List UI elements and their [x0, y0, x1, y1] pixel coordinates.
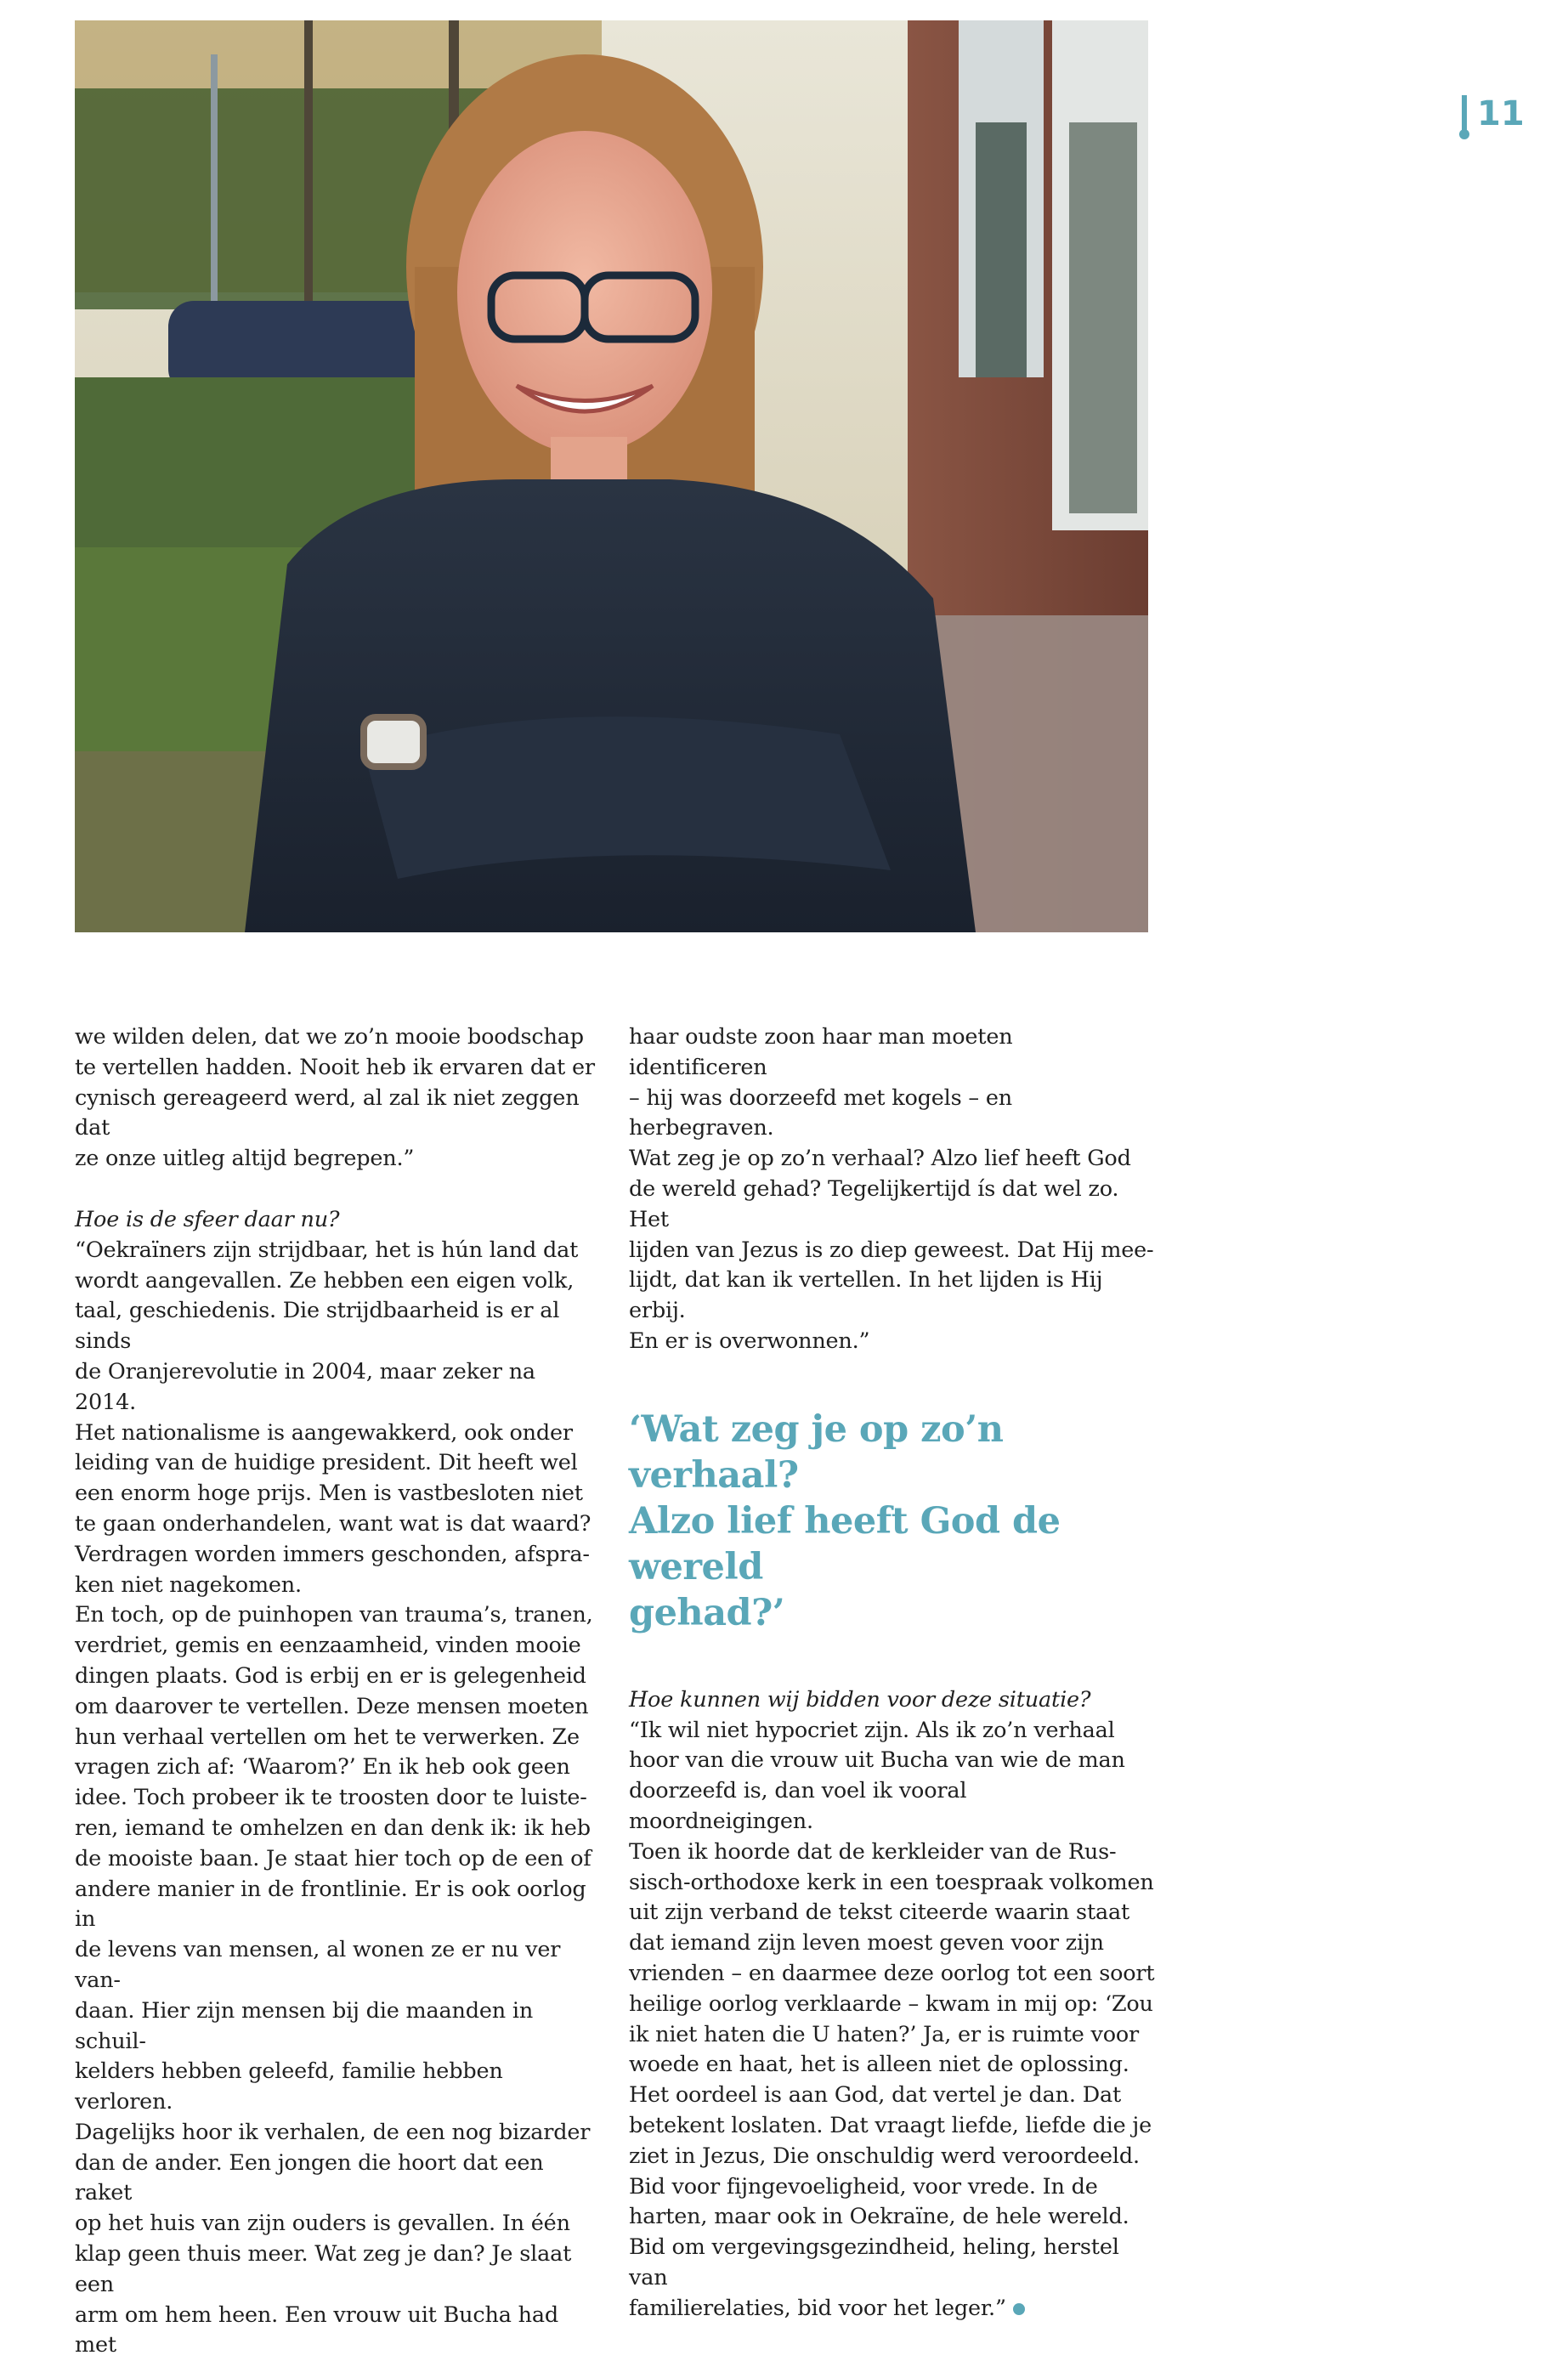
right-paragraph-2-text: “Ik wil niet hypocriet zijn. Als ik zo’n verhaal hoor van die vrouw uit Bucha van wie de man doorzeefd is, dan voel ik vooral moordneigingen. Toen ik hoorde dat de kerkleider van de Rus- sisch-orthodoxe kerk in een toespraak volkomen uit zijn verband de tekst citeerde waarin staat dat iemand zijn leven moest geven voor zijn vrienden – en daarmee deze oorlog tot een soort heilige oorlog verklaarde – kwam in mij op: ‘Zou ik niet haten die U haten?’ Ja, er is ruimte voor woede en haat, het is alleen niet de oplossing. Het oordeel is aan God, dat vertel je dan. Dat betekent loslaten. Dat vraagt liefde, liefde die je ziet in Jezus, Die onschuldig werd veroordeeld. Bid voor fijngevoeligheid, voor vrede. In de harten, maar ook in Oekraïne, de hele wereld. Bid om vergevingsgezindheid, heling, herstel van familierelaties, bid voor het leger.”: [629, 1717, 1155, 2321]
pull-quote: ‘Wat zeg je op zo’n verhaal? Alzo lief heeft God de wereld gehad?’: [629, 1407, 1061, 1634]
left-paragraph-1: we wilden delen, dat we zo’n mooie boodschap te vertellen hadden. Nooit heb ik ervaren dat er cynisch gereageerd werd, al zal ik niet zeggen dat ze onze uitleg altijd begrepen.”: [75, 1024, 595, 1172]
right-column: [629, 1022, 1156, 2324]
right-paragraph-1: haar oudste zoon haar man moeten identificeren – hij was doorzeefd met kogels – en herbegraven. Wat zeg je op zo’n verhaal? Alzo lief heeft God de wereld gehad? Tegelijkertijd ís dat wel zo. Het lijden van Jezus is zo diep geweest. Dat Hij mee- lijdt, dat kan ik vertellen. In het lijden is Hij erbij. En er is overwonnen.”: [629, 1024, 1154, 1354]
question-heading-2: Hoe kunnen wij bidden voor deze situatie?: [629, 1686, 1091, 1713]
page-number-marker: [1462, 95, 1525, 133]
end-of-article-dot-icon: [1013, 2303, 1025, 2315]
question-heading-1: Hoe is de sfeer daar nu?: [75, 1206, 340, 1232]
portrait-photo: [75, 20, 1148, 932]
left-column: [75, 1022, 595, 2361]
left-paragraph-2: “Oekraïners zijn strijdbaar, het is hún land dat wordt aangevallen. Ze hebben een eigen volk, taal, geschiedenis. Die strijdbaarheid is er al sinds de Oranjerevolutie in 2004, maar zeker na 2014. Het nationalisme is aangewakkerd, ook onder leiding van de huidige president. Dit heeft wel een enorm hoge prijs. Men is vastbesloten niet te gaan onderhandelen, want wat is dat waard? Verdragen worden immers geschonden, afspra- ken niet nagekomen.: [75, 1237, 592, 1598]
right-paragraph-2: [629, 1716, 1156, 2324]
portrait-photo-icon: [75, 20, 1148, 932]
page-marker-bar: [1462, 95, 1467, 133]
page-number: 11: [1477, 94, 1525, 133]
left-paragraph-3: En toch, op de puinhopen van trauma’s, tranen, verdriet, gemis en eenzaamheid, vinden mooie dingen plaats. God is erbij en er is gelegenheid om daarover te vertellen. Deze mensen moeten hun verhaal vertellen om het te verwerken. Ze vragen zich af: ‘Waarom?’ En ik heb ook geen idee. Toch probeer ik te troosten door te luiste- ren, iemand te omhelzen en dan denk ik: ik heb de mooiste baan. Je staat hier toch op de een of andere manier in de frontlinie. Er is ook oorlog in de levens van mensen, al wonen ze er nu ver van- daan. Hier zijn mensen bij die maanden in schuil- kelders hebben geleefd, familie hebben verloren. Dagelijks hoor ik verhalen, de een nog bizarder dan de ander. Een jongen die hoort dat een raket op het huis van zijn ouders is gevallen. In één klap geen thuis meer. Wat zeg je dan? Je slaat een arm om hem heen. Een vrouw uit Bucha had met: [75, 1602, 593, 2358]
